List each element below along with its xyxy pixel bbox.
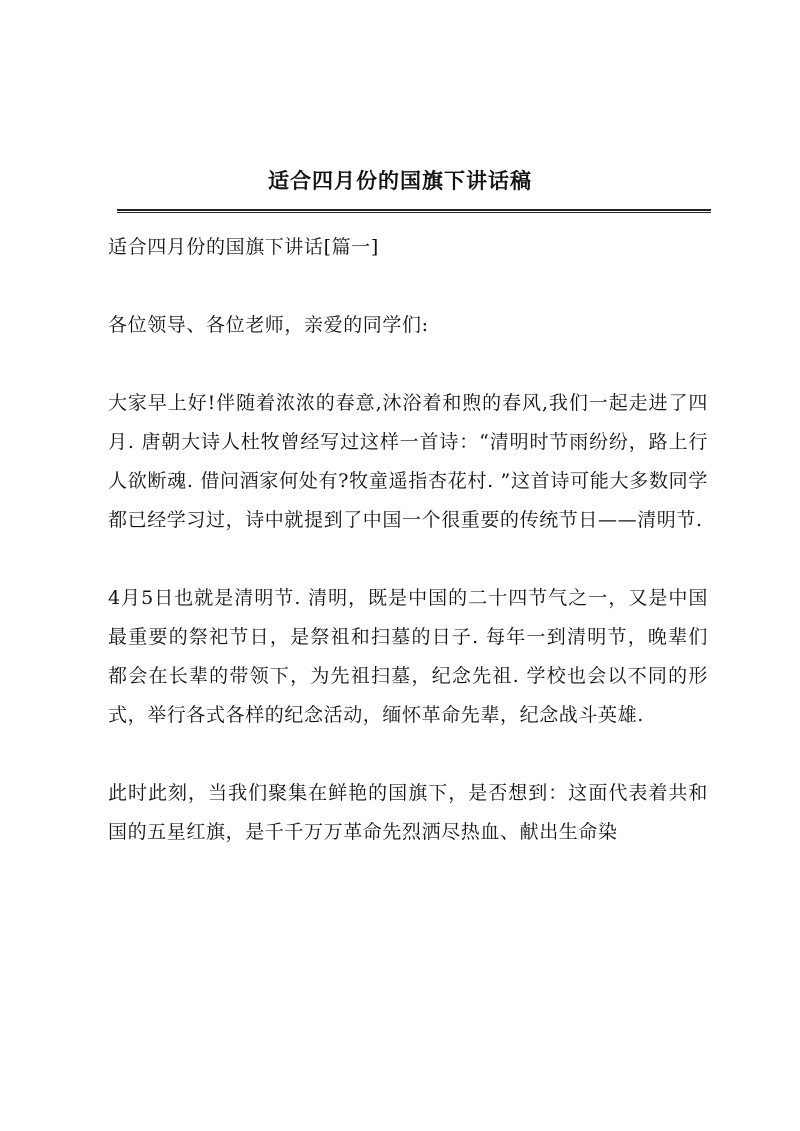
salutation: 各位领导、各位老师，亲爱的同学们:: [108, 314, 429, 336]
body-paragraph: 4月5日也就是清明节. 清明，既是中国的二十四节气之一，又是中国最重要的祭祀节日，是祭祖和扫墓的日子. 每年一到清明节，晚辈们都会在长辈的带领下，为先祖扫墓，纪念先祖. 学校也会以不同的形式，举行各式各样的纪念活动，缅怀革命先辈，纪念战斗英雄.: [108, 587, 708, 726]
document-title: 适合四月份的国旗下讲话稿: [268, 168, 532, 193]
document-body: [108, 228, 708, 891]
section-heading: 适合四月份的国旗下讲话[篇一]: [108, 236, 379, 258]
body-paragraph: 此时此刻，当我们聚集在鲜艳的国旗下，是否想到：这面代表着共和国的五星红旗，是千千万万革命先烈洒尽热血、献出生命染: [108, 782, 708, 843]
body-paragraph: 大家早上好!伴随着浓浓的春意,沐浴着和煦的春风,我们一起走进了四月. 唐朝大诗人杜牧曾经写过这样一首诗：“清明时节雨纷纷，路上行人欲断魂. 借问酒家何处有?牧童遥指杏花村. ”这首诗可能大多数同学都已经学习过，诗中就提到了中国一个很重要的传统节日——清明节.: [108, 392, 708, 531]
title-divider: [117, 209, 711, 213]
